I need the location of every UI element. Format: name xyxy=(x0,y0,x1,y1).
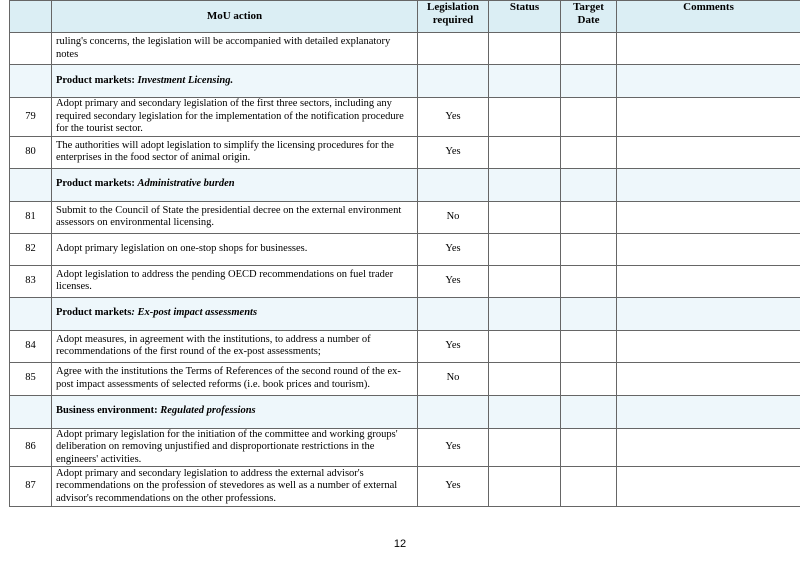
comments-cell xyxy=(617,233,800,265)
table-row xyxy=(10,233,800,265)
header-num xyxy=(10,1,52,33)
target-date-cell xyxy=(561,395,617,428)
table-row xyxy=(10,428,800,467)
item-number: 87 xyxy=(10,467,52,507)
section-title xyxy=(52,395,418,428)
target-date-cell xyxy=(561,33,617,65)
target-date-cell xyxy=(561,265,617,297)
item-number: 82 xyxy=(10,233,52,265)
status-cell xyxy=(489,168,561,201)
header-comments: Comments xyxy=(617,1,800,33)
mou-action-table xyxy=(9,0,800,507)
target-date-cell xyxy=(561,330,617,362)
legislation-cell xyxy=(418,65,489,98)
section-title-italic: Regulated professions xyxy=(160,405,256,417)
item-number: 86 xyxy=(10,428,52,467)
target-date-cell xyxy=(561,168,617,201)
status-cell xyxy=(489,33,561,65)
mou-action-text: Submit to the Council of State the presidential decree on the external environment assessors on environmental licensing. xyxy=(52,201,418,233)
target-date-cell xyxy=(561,65,617,98)
status-cell xyxy=(489,362,561,395)
item-number: 83 xyxy=(10,265,52,297)
target-date-cell xyxy=(561,136,617,168)
mou-action-text: Adopt legislation to address the pending OECD recommendations on fuel trader licenses. xyxy=(52,265,418,297)
mou-action-text: ruling's concerns, the legislation will be accompanied with detailed explanatory notes xyxy=(52,33,418,65)
comments-cell xyxy=(617,136,800,168)
section-title xyxy=(52,168,418,201)
item-number: 80 xyxy=(10,136,52,168)
mou-action-text: Adopt primary and secondary legislation to address the external advisor's recommendations on the profession of stevedores as well as a number of external advisor's recommendations on the other professions. xyxy=(52,467,418,507)
page-number: 12 xyxy=(393,538,407,550)
comments-cell xyxy=(617,168,800,201)
section-title-italic: Investment Licensing. xyxy=(137,74,234,86)
legislation-cell xyxy=(418,297,489,330)
section-title-plain: Product markets xyxy=(56,307,132,319)
item-number: 79 xyxy=(10,98,52,137)
status-cell xyxy=(489,428,561,467)
target-date-cell xyxy=(561,297,617,330)
header-row xyxy=(10,1,800,33)
table-body xyxy=(10,33,800,507)
section-row xyxy=(10,65,800,98)
target-date-cell xyxy=(561,467,617,507)
legislation-cell xyxy=(418,395,489,428)
comments-cell xyxy=(617,98,800,137)
item-number xyxy=(10,33,52,65)
mou-action-text: Agree with the institutions the Terms of References of the second round of the ex-post impact assessments of selected reforms (i.e. book prices and tourism). xyxy=(52,362,418,395)
target-date-cell xyxy=(561,362,617,395)
status-cell xyxy=(489,233,561,265)
comments-cell xyxy=(617,201,800,233)
legislation-required-value: No xyxy=(418,201,489,233)
status-cell xyxy=(489,136,561,168)
item-number: 81 xyxy=(10,201,52,233)
comments-cell xyxy=(617,428,800,467)
status-cell xyxy=(489,65,561,98)
comments-cell xyxy=(617,362,800,395)
legislation-required-value xyxy=(418,33,489,65)
section-title-plain: Business environment: xyxy=(56,405,161,417)
table-row xyxy=(10,136,800,168)
section-title-italic: : Ex-post impact assessments xyxy=(131,307,258,319)
header-mou-action: MoU action xyxy=(52,1,418,33)
section-title-italic: Administrative burden xyxy=(137,178,235,190)
status-cell xyxy=(489,297,561,330)
legislation-cell xyxy=(418,168,489,201)
section-num-cell xyxy=(10,297,52,330)
section-row xyxy=(10,168,800,201)
section-num-cell xyxy=(10,65,52,98)
section-num-cell xyxy=(10,395,52,428)
mou-action-text: Adopt primary legislation for the initiation of the committee and working groups' deliberation on removing unjustified and disproportionate restrictions in the engineers' activities. xyxy=(52,428,418,467)
section-title-plain: Product markets: xyxy=(56,74,138,86)
target-date-cell xyxy=(561,428,617,467)
legislation-required-value: Yes xyxy=(418,136,489,168)
table-row xyxy=(10,98,800,137)
header-status: Status xyxy=(489,1,561,33)
legislation-required-value: Yes xyxy=(418,265,489,297)
item-number: 85 xyxy=(10,362,52,395)
comments-cell xyxy=(617,265,800,297)
status-cell xyxy=(489,395,561,428)
legislation-required-value: Yes xyxy=(418,98,489,137)
section-title xyxy=(52,65,418,98)
comments-cell xyxy=(617,33,800,65)
comments-cell xyxy=(617,467,800,507)
status-cell xyxy=(489,265,561,297)
status-cell xyxy=(489,98,561,137)
target-date-cell xyxy=(561,201,617,233)
legislation-required-value: Yes xyxy=(418,428,489,467)
header-target-date: Target Date xyxy=(561,1,617,33)
comments-cell xyxy=(617,297,800,330)
section-row xyxy=(10,297,800,330)
section-row xyxy=(10,395,800,428)
section-title xyxy=(52,297,418,330)
target-date-cell xyxy=(561,233,617,265)
status-cell xyxy=(489,330,561,362)
mou-action-text: The authorities will adopt legislation to simplify the licensing procedures for the enterprises in the food sector of animal origin. xyxy=(52,136,418,168)
table-row xyxy=(10,33,800,65)
table-row xyxy=(10,265,800,297)
section-title-plain: Product markets: xyxy=(56,178,138,190)
mou-action-text: Adopt primary legislation on one-stop shops for businesses. xyxy=(52,233,418,265)
section-num-cell xyxy=(10,168,52,201)
legislation-required-value: Yes xyxy=(418,233,489,265)
mou-action-text: Adopt measures, in agreement with the institutions, to address a number of recommendations of the first round of the ex-post assessments; xyxy=(52,330,418,362)
table-row xyxy=(10,201,800,233)
comments-cell xyxy=(617,65,800,98)
header-legislation-required: Legislation required xyxy=(418,1,489,33)
target-date-cell xyxy=(561,98,617,137)
legislation-required-value: No xyxy=(418,362,489,395)
table-row xyxy=(10,467,800,507)
comments-cell xyxy=(617,395,800,428)
table-row xyxy=(10,330,800,362)
status-cell xyxy=(489,201,561,233)
comments-cell xyxy=(617,330,800,362)
legislation-required-value: Yes xyxy=(418,330,489,362)
table-row xyxy=(10,362,800,395)
status-cell xyxy=(489,467,561,507)
mou-action-text: Adopt primary and secondary legislation of the first three sectors, including any required secondary legislation for the implementation of the notification procedure for the tourist sector. xyxy=(52,98,418,137)
item-number: 84 xyxy=(10,330,52,362)
legislation-required-value: Yes xyxy=(418,467,489,507)
